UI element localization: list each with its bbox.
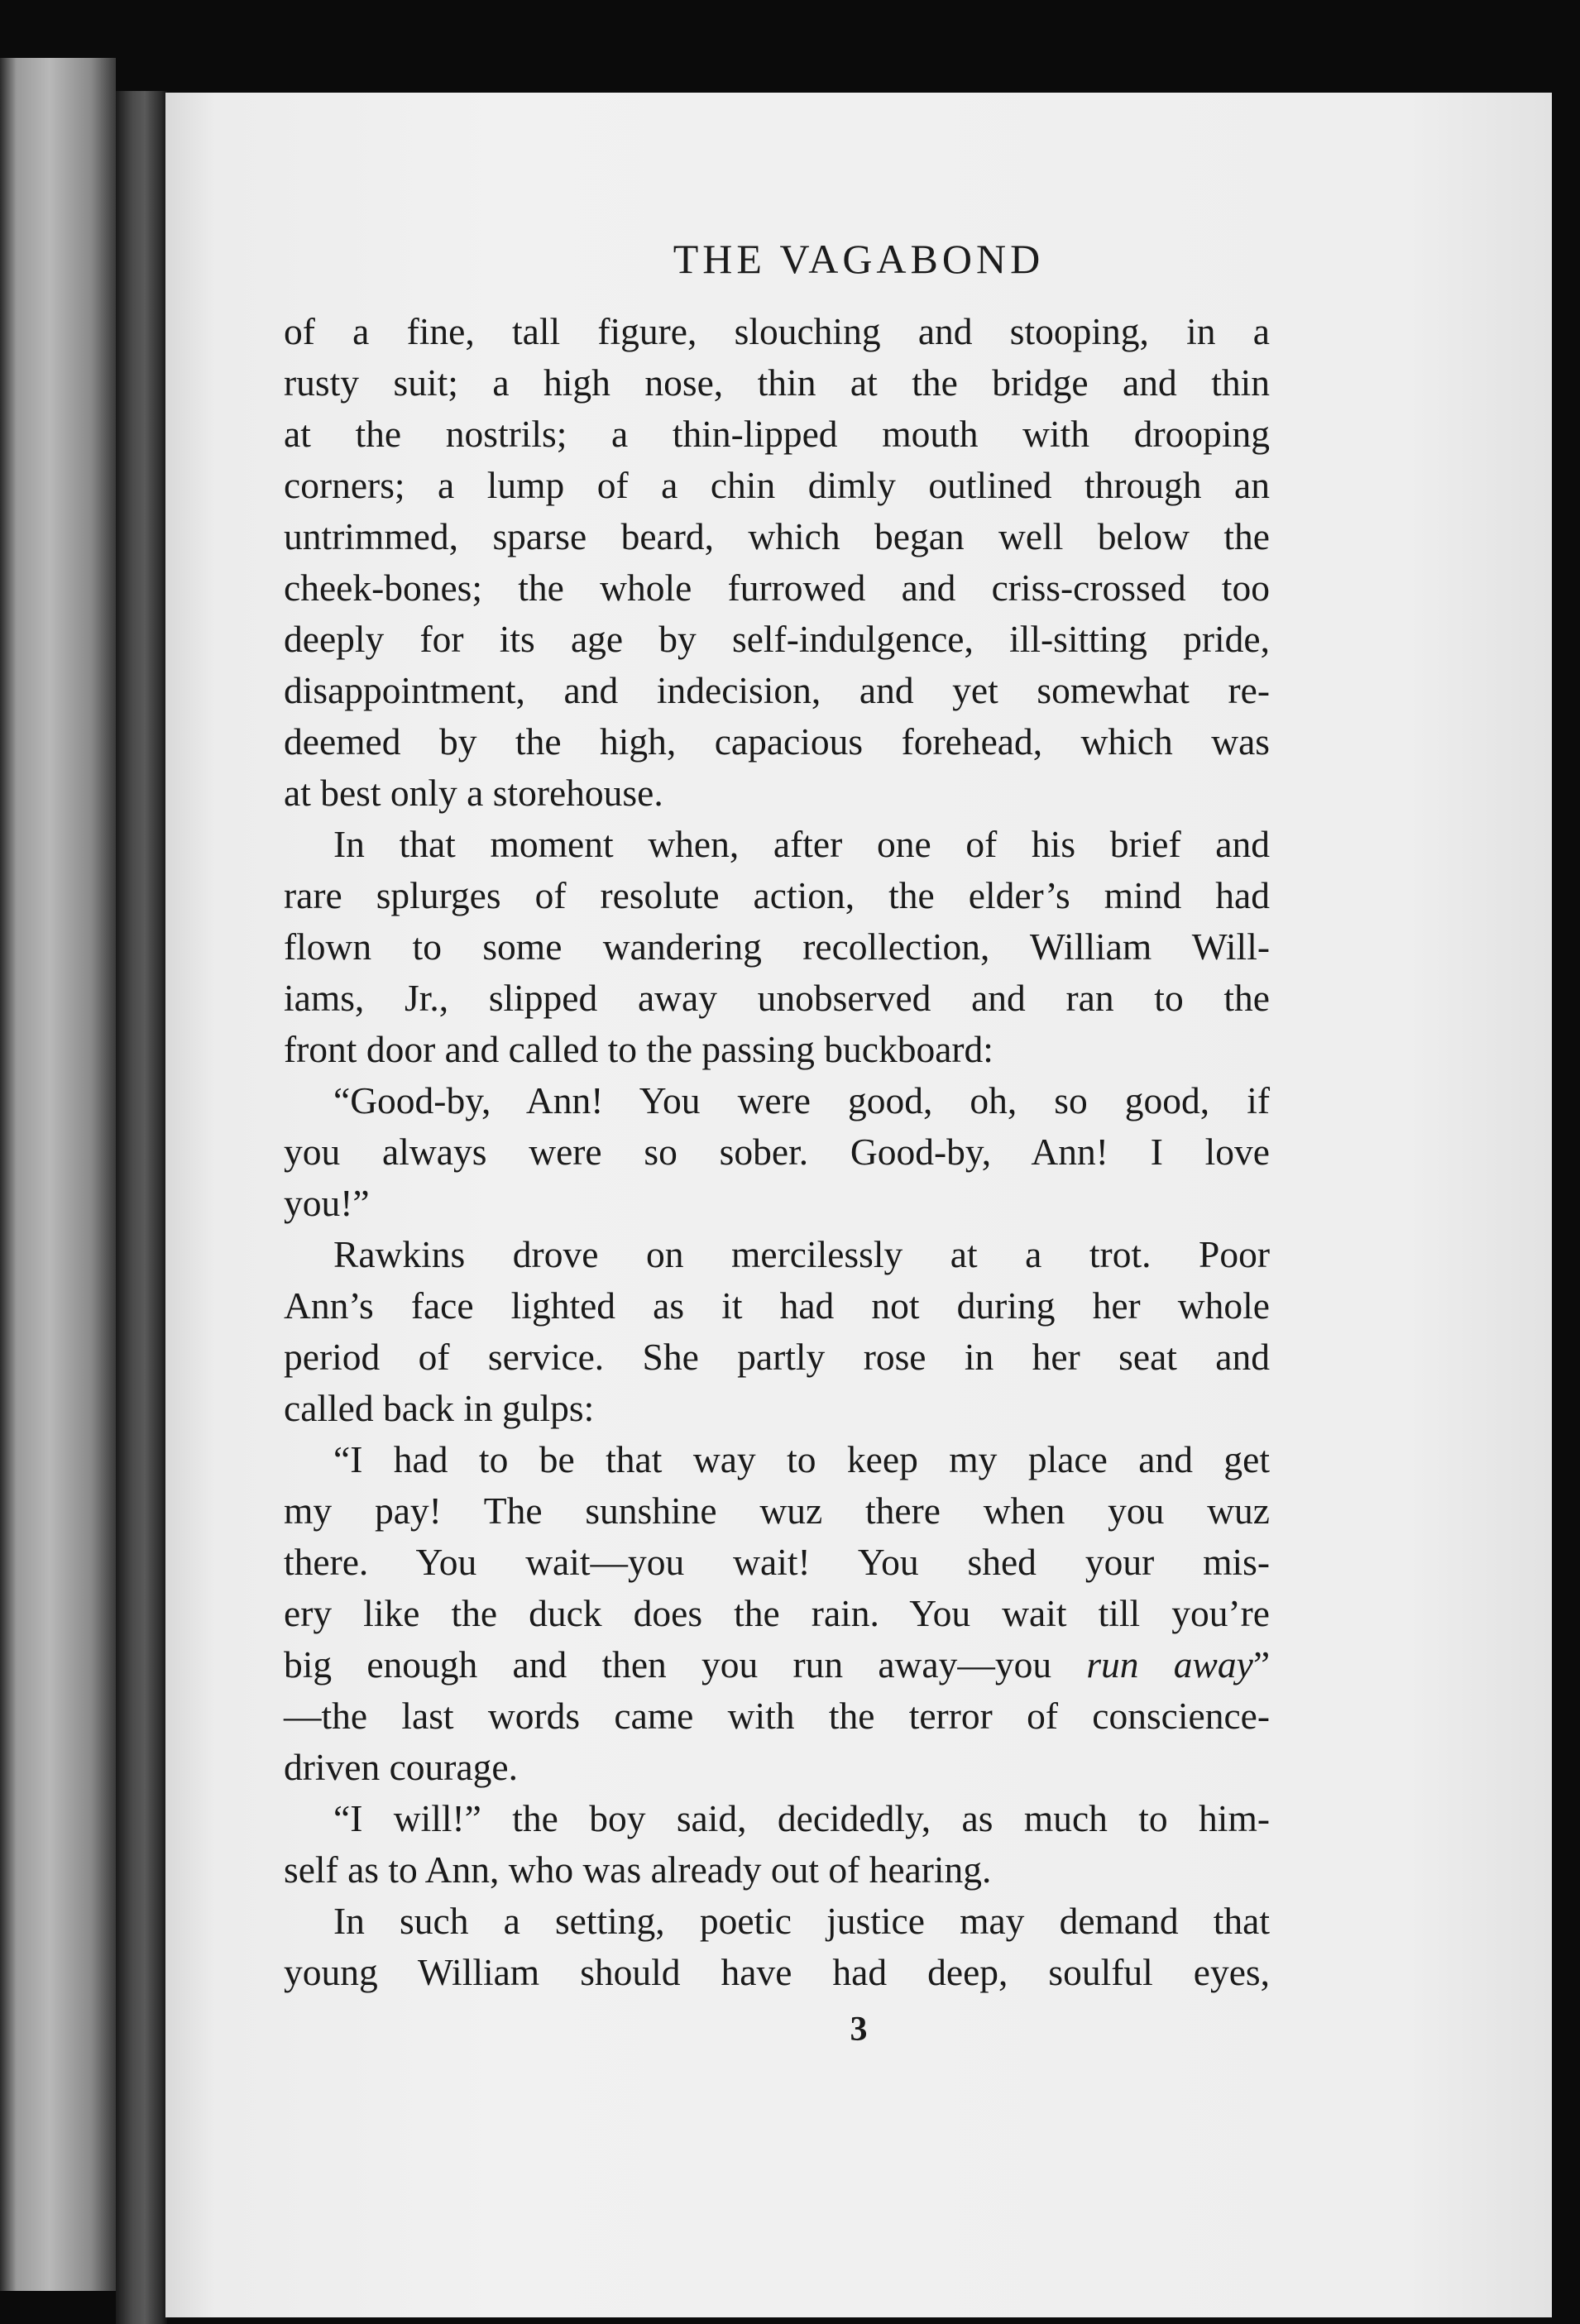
running-head: THE VAGABOND: [673, 236, 1045, 282]
text-line: [284, 973, 1270, 1024]
text-line: [284, 1178, 1270, 1229]
text-line: [284, 1742, 1270, 1793]
text-line-content: flown to some wandering recollection, William Will-: [284, 925, 1270, 968]
text-line-content: front door and called to the passing buckboard:: [284, 1028, 993, 1070]
text-line: [284, 665, 1270, 716]
text-line: [284, 614, 1270, 665]
text-line-content: driven courage.: [284, 1746, 518, 1788]
text-line-content: rare splurges of resolute action, the elder’s mind had: [284, 874, 1270, 916]
text-line-content: big enough and then you run away—you: [284, 1643, 1052, 1686]
book-spine: [116, 91, 167, 2324]
text-line-content: In such a setting, poetic justice may demand that: [333, 1900, 1270, 1942]
text-line-content: of a fine, tall figure, slouching and stooping, in a: [284, 310, 1270, 352]
text-line: [284, 921, 1270, 973]
text-line-content: self as to Ann, who was already out of hearing.: [284, 1848, 992, 1891]
text-line-content: deeply for its age by self-indulgence, ill-sitting pride,: [284, 618, 1270, 660]
text-line: [284, 1229, 1270, 1280]
text-line: [284, 409, 1270, 460]
text-line: [284, 1793, 1270, 1844]
text-line-content: “Good-by, Ann! You were good, oh, so good, if: [333, 1079, 1270, 1121]
text-line-content: period of service. She partly rose in her seat and: [284, 1336, 1270, 1378]
text-line-content: iams, Jr., slipped away unobserved and ran to the: [284, 977, 1270, 1019]
text-line-content: Rawkins drove on mercilessly at a trot. Poor: [333, 1233, 1270, 1275]
text-line-content: disappointment, and indecision, and yet somewhat re-: [284, 669, 1270, 711]
text-line: [284, 1280, 1270, 1332]
text-line-content: untrimmed, sparse beard, which began well below the: [284, 515, 1270, 557]
text-line: [284, 1485, 1270, 1537]
text-line: [284, 767, 1270, 819]
text-line-content: Ann’s face lighted as it had not during her whole: [284, 1284, 1270, 1327]
text-line-content: corners; a lump of a chin dimly outlined through an: [284, 464, 1270, 506]
text-line: [284, 306, 1270, 357]
text-line-content: “I will!” the boy said, decidedly, as much to him-: [333, 1797, 1270, 1839]
page-number: 3: [850, 2011, 868, 2049]
closing-quote: ”: [1252, 1643, 1271, 1686]
text-line-content: at best only a storehouse.: [284, 772, 663, 814]
text-line: [284, 1126, 1270, 1178]
text-line: [284, 1434, 1270, 1485]
text-line: [284, 1024, 1270, 1075]
text-line: [284, 1075, 1270, 1126]
text-line-content: “I had to be that way to keep my place and get: [333, 1438, 1270, 1480]
text-line-content: young William should have had deep, soulful eyes,: [284, 1951, 1270, 1993]
text-line: [284, 511, 1270, 562]
text-line-content: In that moment when, after one of his brief and: [333, 823, 1270, 865]
text-line: [284, 1639, 1270, 1690]
text-line-content: you!”: [284, 1182, 370, 1224]
text-line: [284, 819, 1270, 870]
italic-phrase: run away: [1086, 1643, 1253, 1686]
text-line: [284, 562, 1270, 614]
text-line: [284, 1690, 1270, 1742]
text-line-content: called back in gulps:: [284, 1387, 595, 1429]
text-line: [284, 716, 1270, 767]
text-line: [284, 1844, 1270, 1896]
text-line: [284, 1588, 1270, 1639]
text-line-content: ery like the duck does the rain. You wait till you’re: [284, 1592, 1270, 1634]
text-line-content: my pay! The sunshine wuz there when you wuz: [284, 1490, 1270, 1532]
body-text: [284, 306, 1270, 1998]
text-line-content: rusty suit; a high nose, thin at the bridge and thin: [284, 361, 1270, 404]
text-line: [284, 357, 1270, 409]
text-line: [284, 1383, 1270, 1434]
text-line-content: at the nostrils; a thin-lipped mouth with drooping: [284, 413, 1270, 455]
text-line-content: deemed by the high, capacious forehead, which was: [284, 720, 1270, 763]
text-line: [284, 870, 1270, 921]
left-page-edge: [0, 58, 116, 2291]
text-line-content: —the last words came with the terror of conscience-: [284, 1695, 1270, 1737]
text-line-content: there. You wait—you wait! You shed your mis-: [284, 1541, 1270, 1583]
book-page: [165, 93, 1552, 2317]
text-line: [284, 1332, 1270, 1383]
text-line-content: you always were so sober. Good-by, Ann! I love: [284, 1131, 1270, 1173]
text-line: [284, 1947, 1270, 1998]
text-line: [284, 460, 1270, 511]
text-line-content: cheek-bones; the whole furrowed and criss-crossed too: [284, 567, 1270, 609]
text-line: [284, 1537, 1270, 1588]
text-line: [284, 1896, 1270, 1947]
